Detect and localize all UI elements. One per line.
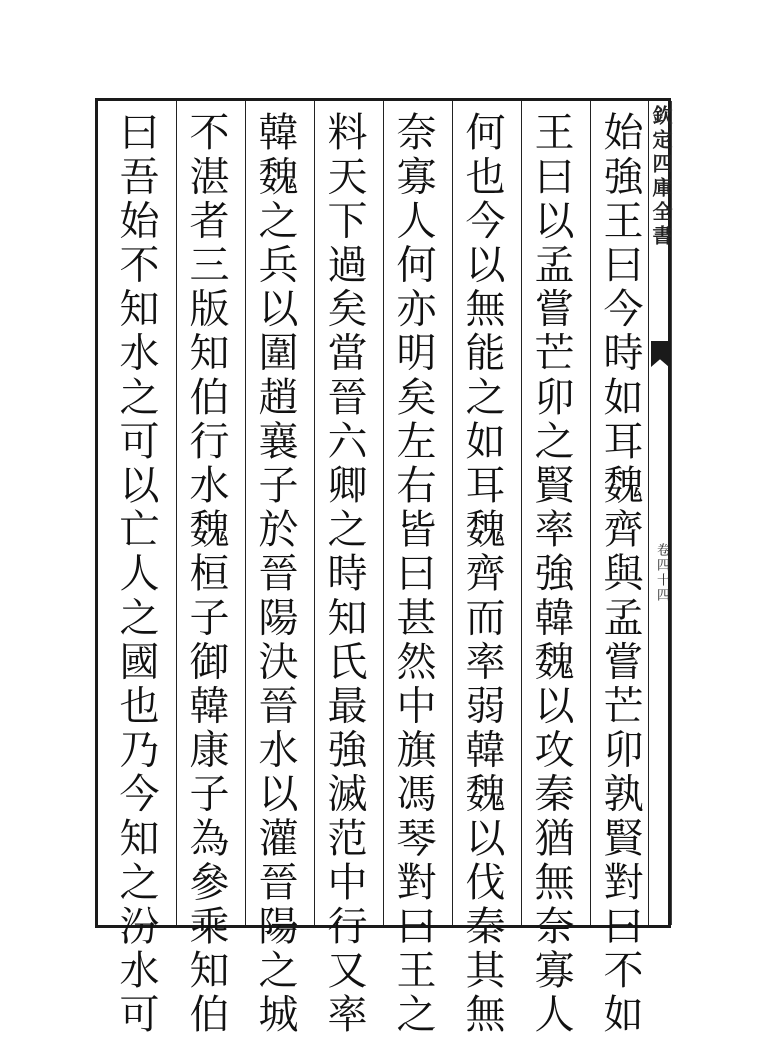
column-text: 韓魏之兵以圍趙襄子於晉陽決晉水以灌晉陽之城 <box>252 111 298 1037</box>
text-column <box>176 101 234 1037</box>
volume-number: 卷四十四 <box>654 543 669 603</box>
fishtail-mark-icon <box>651 341 669 367</box>
text-column <box>452 101 510 1037</box>
fold-margin <box>648 101 671 925</box>
text-column <box>107 101 165 1037</box>
text-column <box>590 101 648 1037</box>
column-text: 王曰以孟嘗芒卯之賢率強韓魏以攻秦猶無奈寡人 <box>528 111 574 1037</box>
column-text: 奈寡人何亦明矣左右皆曰甚然中旗馮琴對曰王之 <box>390 111 436 1037</box>
column-text: 何也今以無能之如耳魏齊而率弱韓魏以伐秦其無 <box>459 111 505 1037</box>
column-text: 料天下過矣當晉六卿之時知氏最強滅范中行又率 <box>321 111 367 1037</box>
text-column <box>383 101 441 1037</box>
text-column <box>245 101 303 1037</box>
text-column <box>314 101 372 1037</box>
column-text: 始強王曰今時如耳魏齊與孟嘗芒卯孰賢對曰不如 <box>597 111 643 1037</box>
text-column <box>521 101 579 1037</box>
book-title: 欽定四庫全書 <box>649 105 673 249</box>
column-text: 曰吾始不知水之可以亡人之國也乃今知之汾水可 <box>113 111 159 1037</box>
text-area <box>98 101 648 1037</box>
page-edge <box>671 101 678 925</box>
column-text: 不湛者三版知伯行水魏桓子御韓康子為參乘知伯 <box>183 111 229 1037</box>
